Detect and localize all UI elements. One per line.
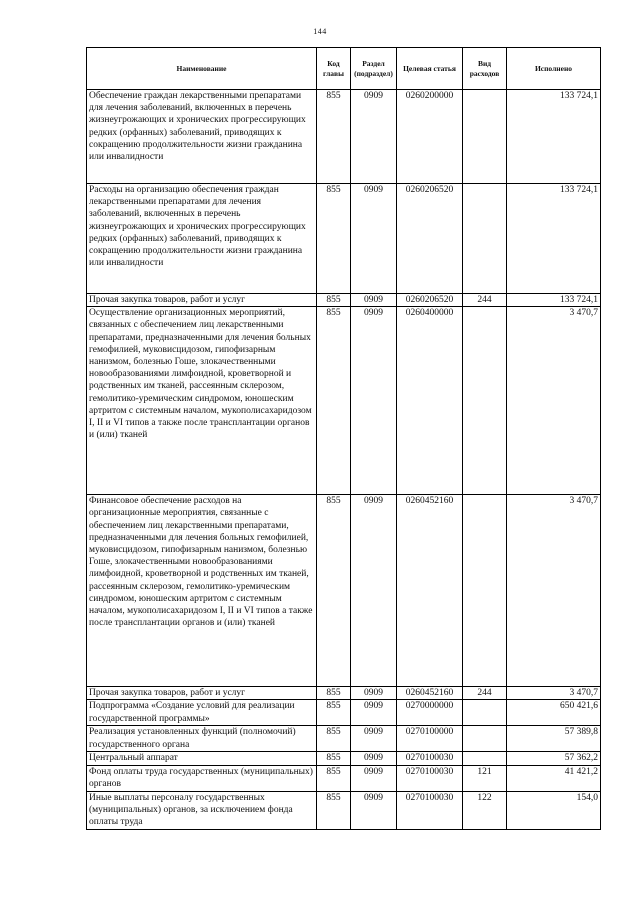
row-section: 0909 (351, 294, 397, 307)
table-row (87, 90, 601, 184)
row-article: 0270100030 (397, 791, 463, 829)
row-chapter: 855 (317, 700, 351, 726)
row-section: 0909 (351, 495, 397, 687)
row-name: Фонд оплаты труда государственных (муниципальных) органов (87, 765, 317, 791)
table-row (87, 752, 601, 765)
row-chapter: 855 (317, 495, 351, 687)
row-executed: 57 362,2 (507, 752, 601, 765)
row-section: 0909 (351, 700, 397, 726)
row-type (463, 90, 507, 184)
row-name: Расходы на организацию обеспечения граждан лекарственными препаратами для лечения заболеваний, включенных в перечень жизнеугрожающих и хронических прогрессирующих редких (орфанных) заболеваний, приводящих к сокращению продолжительности жизни гражданина или инвалидности (87, 184, 317, 294)
row-type: 122 (463, 791, 507, 829)
row-type (463, 752, 507, 765)
row-executed: 57 389,8 (507, 726, 601, 752)
row-executed: 3 470,7 (507, 687, 601, 700)
row-type (463, 700, 507, 726)
header-section: Раздел (подраздел) (351, 48, 397, 90)
row-type: 244 (463, 687, 507, 700)
row-chapter: 855 (317, 765, 351, 791)
row-name: Центральный аппарат (87, 752, 317, 765)
row-section: 0909 (351, 752, 397, 765)
row-article: 0260200000 (397, 90, 463, 184)
table-row (87, 184, 601, 294)
row-chapter: 855 (317, 294, 351, 307)
row-section: 0909 (351, 726, 397, 752)
row-executed: 133 724,1 (507, 294, 601, 307)
page-number: 144 (313, 27, 327, 36)
row-name: Прочая закупка товаров, работ и услуг (87, 687, 317, 700)
row-executed: 41 421,2 (507, 765, 601, 791)
row-name: Подпрограмма «Создание условий для реализации государственной программы» (87, 700, 317, 726)
table-row (87, 791, 601, 829)
row-executed: 133 724,1 (507, 184, 601, 294)
row-executed: 154,0 (507, 791, 601, 829)
table-row (87, 687, 601, 700)
row-chapter: 855 (317, 726, 351, 752)
row-section: 0909 (351, 765, 397, 791)
row-article: 0260206520 (397, 184, 463, 294)
row-name: Реализация установленных функций (полномочий) государственного органа (87, 726, 317, 752)
row-name: Обеспечение граждан лекарственными препаратами для лечения заболеваний, включенных в перечень жизнеугрожающих и хронических прогрессирующих редких (орфанных) заболеваний, приводящих к сокращению продолжительности жизни гражданина или инвалидности (87, 90, 317, 184)
row-section: 0909 (351, 184, 397, 294)
row-article: 0270000000 (397, 700, 463, 726)
row-name: Финансовое обеспечение расходов на организационные мероприятия, связанные с обеспечением лиц лекарственными препаратами, предназначенными для лечения больных гемофилией, муковисцидозом, гипофизарным нанизмом, болезнью Гоше, злокачественными новообразованиями лимфоидной, кроветворной и родственных им тканей, рассеянным склерозом, гемолитико-уремическим синдромом, юношеским артритом с системным началом, мукополисахаридозом I, II и VI типов а также после трансплантации органов и (или) тканей (87, 495, 317, 687)
row-chapter: 855 (317, 184, 351, 294)
table-row (87, 307, 601, 495)
row-article: 0270100000 (397, 726, 463, 752)
table-header-row (87, 48, 601, 90)
row-chapter: 855 (317, 687, 351, 700)
row-name: Прочая закупка товаров, работ и услуг (87, 294, 317, 307)
row-executed: 3 470,7 (507, 307, 601, 495)
row-executed: 3 470,7 (507, 495, 601, 687)
table-row (87, 765, 601, 791)
row-section: 0909 (351, 687, 397, 700)
header-chapter-code: Код главы (317, 48, 351, 90)
row-chapter: 855 (317, 752, 351, 765)
header-executed: Исполнено (507, 48, 601, 90)
header-name: Наименование (87, 48, 317, 90)
row-article: 0270100030 (397, 765, 463, 791)
row-section: 0909 (351, 791, 397, 829)
row-section: 0909 (351, 90, 397, 184)
budget-table (86, 47, 601, 830)
table-row (87, 726, 601, 752)
row-article: 0260452160 (397, 687, 463, 700)
row-article: 0270100030 (397, 752, 463, 765)
row-section: 0909 (351, 307, 397, 495)
row-executed: 650 421,6 (507, 700, 601, 726)
table-row (87, 495, 601, 687)
row-chapter: 855 (317, 307, 351, 495)
row-type: 121 (463, 765, 507, 791)
row-type: 244 (463, 294, 507, 307)
row-type (463, 495, 507, 687)
row-type (463, 184, 507, 294)
row-name: Иные выплаты персоналу государственных (муниципальных) органов, за исключением фонда оплаты труда (87, 791, 317, 829)
table-row (87, 294, 601, 307)
row-article: 0260206520 (397, 294, 463, 307)
header-expense-type: Вид расходов (463, 48, 507, 90)
row-chapter: 855 (317, 90, 351, 184)
row-article: 0260452160 (397, 495, 463, 687)
row-type (463, 307, 507, 495)
row-name: Осуществление организационных мероприятий, связанных с обеспечением лиц лекарственными препаратами, предназначенными для лечения больных гемофилией, муковисцидозом, гипофизарным нанизмом, болезнью Гоше, злокачественными новообразованиями лимфоидной, кроветворной и родственных им тканей, рассеянным склерозом, гемолитико-уремическим синдромом, юношеским артритом с системным началом, мукополисахаридозом I, II и VI типов а также после трансплантации органов и (или) тканей (87, 307, 317, 495)
row-type (463, 726, 507, 752)
row-executed: 133 724,1 (507, 90, 601, 184)
table-row (87, 700, 601, 726)
header-target-article: Целевая статья (397, 48, 463, 90)
row-article: 0260400000 (397, 307, 463, 495)
row-chapter: 855 (317, 791, 351, 829)
